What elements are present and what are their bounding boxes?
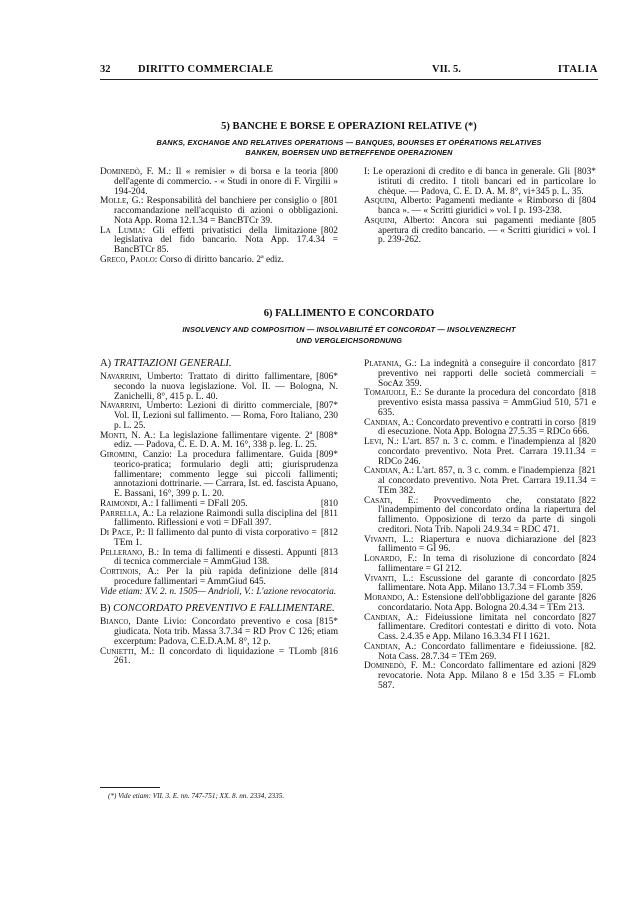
entry-author: La Lumia: — [100, 225, 146, 236]
list-item — [100, 510, 340, 530]
entry-ref: [820 — [578, 437, 596, 447]
entry-ref: [824 — [578, 554, 596, 564]
entry-ref: [816 — [320, 646, 338, 657]
entry-text: Vide etiam: XV. 2. n. 1505— Andrioli, V.: L'azione revocatoria. — [100, 586, 337, 597]
list-item — [364, 168, 598, 197]
entry-author: Bianco, — [100, 617, 131, 628]
entry-author: Giromini, — [100, 450, 138, 460]
list-item — [364, 497, 598, 536]
entry-author: Levi, — [364, 437, 384, 447]
entry-text: Il « remisier » di borsa e la teoria dell'agente di commercio. - « Studi in onore di F. Virgilii » 194-204. — [114, 167, 338, 197]
entry-author: Dominedò, — [364, 661, 407, 672]
entry-author: Candian, — [364, 612, 401, 623]
list-item — [364, 217, 598, 246]
list-item — [100, 648, 340, 668]
list-item — [364, 438, 598, 467]
list-item — [364, 536, 598, 556]
entry-ref: [822 — [578, 495, 596, 506]
entry-ref: [803* — [574, 167, 596, 177]
list-item — [364, 467, 598, 496]
entry-ref: [801 — [320, 196, 338, 207]
entry-ref: [814 — [320, 567, 338, 577]
entry-ref: [800 — [320, 167, 338, 177]
list-item — [364, 643, 598, 663]
list-item — [100, 432, 340, 452]
entry-text: A.: La relazione Raimondi sulla disciplina del fallimento. Riflessioni e voti = DFall 397. — [114, 508, 318, 529]
entry-author: Tomaiuoli, — [364, 388, 408, 399]
entry-ref: [809* — [316, 450, 338, 460]
entry-text: E.: Se durante la procedura del concordato preventivo esista massa passiva = AmmGiud 510, 571 e 635. — [378, 388, 596, 418]
list-item — [364, 555, 598, 575]
entry-text: Canzio: La procedura fallimentare. Guida teorico-pratica; formulario degli atti; giurisprudenza fallimentare; commento legge sui piccoli fallimenti; annotazioni dottrinarie. — Carrara, Ist. ed. fascista Apuano, E. Bassani, 16°, 399 p. L. 20. — [114, 450, 338, 499]
entry-author: Cunietti, — [100, 646, 137, 657]
entry-ref: [821 — [578, 466, 596, 477]
footnote: (*) Vide etiam: VII. 3. E. nn. 747-751; XX. 8. nn. 2334, 2335. — [108, 792, 285, 800]
entry-ref: [823 — [578, 534, 596, 545]
entry-author: Candian, — [364, 641, 401, 652]
entry-ref: [808* — [316, 430, 338, 441]
entry-text: E.: Provvedimento che, constatato l'inadempimento del concordato ordina la riapertura del fallimento. Opposizione di terzo da parte di singoli creditori. Nota Trib. Napoli 24.9.34 = RDC 471. — [378, 495, 596, 535]
country: ITALIA — [557, 64, 598, 75]
entry-author: Candian, — [364, 417, 401, 428]
entry-text: A.: Per la più rapida definizione delle procedure fallimentari = AmmGiud 645. — [114, 567, 317, 587]
entry-ref: [82. — [581, 641, 596, 652]
entry-ref: [829 — [578, 661, 596, 672]
list-item — [100, 451, 340, 500]
entry-text: Gli effetti privatistici della limitazione legislativa del fido bancario. Nota App. 17.4.34 = BancBTCr 85. — [114, 225, 338, 255]
list-item — [100, 618, 340, 647]
entry-text: A.: Concordato preventivo e contratti in corso di esecuzione. Nota App. Bologna 27.5.35 = RDCo 666. — [378, 417, 590, 438]
entry-ref: [825 — [578, 573, 596, 584]
entry-text: N. A.: La legislazione fallimentare vigente. 2ª ediz. — Padova, C. E. D. A. M. 16°, 338 p. leg. L. 25. — [114, 430, 317, 451]
entry-author: Cortinois, — [100, 567, 141, 577]
section-5-right-column — [364, 168, 598, 246]
subsection-b-title: CONCORDATO PREVENTIVO E FALLIMENTARE. — [113, 603, 335, 615]
entry-ref: [813 — [320, 547, 338, 558]
entry-text: Dante Livio: Concordato preventivo e cosa giudicata. Nota trib. Massa 3.7.34 = RD Prov C 126; etiam excerptum: Padova, C.E.D.A.M. 8°, 12 p. — [114, 617, 338, 647]
entry-ref: [802 — [320, 225, 338, 236]
list-item — [364, 389, 598, 418]
vide-etiam-note — [100, 588, 340, 598]
section-6-right-column — [364, 360, 598, 692]
section-6-left-column — [100, 357, 340, 667]
list-item — [100, 402, 340, 431]
subsection-a-title: TRATTAZIONI GENERALI. — [113, 358, 232, 369]
entry-ref: [804 — [578, 196, 596, 207]
entry-ref: [817 — [578, 359, 596, 369]
entry-author: Asquini, — [364, 215, 397, 226]
list-item — [100, 568, 340, 588]
section-6-title: 6) FALLIMENTO E CONCORDATO — [263, 308, 435, 319]
list-item — [364, 419, 598, 439]
list-item — [364, 662, 598, 691]
list-item — [100, 168, 340, 197]
entry-author: Vivanti, — [364, 573, 397, 584]
entry-text: L.: Escussione del garante di concordato fallimentare. Nota App. Milano 13.7.34 = FLomb 359. — [378, 573, 583, 594]
entry-author: Candian, — [364, 466, 401, 477]
section-5-left-column — [100, 168, 340, 266]
entry-text: I: Le operazioni di credito e di banca in generale. Gli istituti di credito. I titoli bancari ed in particolare lo chèque. — Padova, C. E. D. A. M. 8°, vi+345 p. L. 35. — [364, 167, 596, 197]
page-number: 32 — [100, 64, 111, 75]
list-item — [100, 197, 340, 226]
entry-text: Responsabilità del banchiere per consiglio o raccomandazione nell'acquisto di azioni o obbligazioni. Nota App. Roma 12.1.34 = BancBTCr 39. — [114, 196, 338, 226]
entry-ref: [807* — [316, 401, 338, 412]
entry-ref: [805 — [578, 215, 596, 226]
running-header — [100, 64, 598, 78]
entry-author: Greco, Paolo: — [100, 254, 158, 265]
list-item — [100, 549, 340, 569]
entry-author: Navarrini, — [100, 401, 142, 412]
list-item — [364, 197, 598, 217]
section-code: VII. 5. — [432, 64, 461, 75]
footnote-rule — [100, 787, 160, 788]
entry-ref: [818 — [578, 388, 596, 399]
journal-title: DIRITTO COMMERCIALE — [138, 64, 274, 75]
entry-ref: [826 — [578, 593, 596, 603]
header-rule — [100, 79, 598, 80]
list-item — [100, 373, 340, 402]
entry-text: A.: Estensione dell'obbligazione del garante concordatario. Nota App. Bologna 20.4.34 = TEm 213. — [378, 593, 585, 613]
entry-author: Platania, — [364, 359, 402, 369]
section-6-subtitle-2: UND VERGLEICHSORDNUNG — [295, 336, 403, 345]
entry-ref: [827 — [578, 612, 596, 623]
entry-author: Parrella, — [100, 508, 140, 519]
entry-text: Alberto: Pagamenti mediante « Rimborso di banca ». — « Scritti giuridici » vol. I p. 193-238. — [378, 196, 575, 216]
entry-author: Asquini, — [364, 196, 397, 207]
list-item — [364, 360, 598, 389]
entry-ref: [811 — [321, 508, 338, 519]
entry-text: L.: Riapertura e nuova dichiarazione del fallimento = GI 96. — [378, 534, 575, 555]
entry-ref: [819 — [578, 417, 596, 428]
list-item — [364, 614, 598, 643]
subsection-b-heading — [100, 602, 340, 615]
section-5-subtitle-2: BANKEN, BOERSEN UND BETREFFENDE OPERAZIONEN — [245, 148, 453, 157]
entry-text: M.: Il concordato di liquidazione = TLomb 261. — [114, 646, 317, 667]
list-item — [364, 575, 598, 595]
entry-text: A.: L'art. 857, n. 3 c. comm. e l'inadempienza al concordato preventivo. Nota Pret. Carrara 19.11.34 = TEm 382. — [378, 466, 596, 496]
subsection-a-heading — [100, 357, 340, 370]
entry-ref: [815* — [316, 617, 338, 628]
entry-ref: [806* — [316, 372, 338, 382]
entry-text: N.: L'art. 857 n. 3 c. comm. e l'inadempienza al concordato preventivo. Nota Pret. Carrara 19.11.34 = RDCo 246. — [378, 437, 596, 467]
entry-text: A.: Concordato fallimentare e fideiussione. Nota Cass. 28.7.34 = TEm 269. — [378, 641, 578, 662]
entry-author: Morando, — [364, 593, 405, 603]
entry-text: B.: In tema di fallimenti e dissesti. Appunti di tecnica commerciale = AmmGiud 138. — [114, 547, 317, 568]
section-5-subtitle-1: BANKS, EXCHANGE AND RELATIVES OPERATIONS — BANQUES, BOURSES ET OPÉRATIONS RELATIVES — [156, 138, 542, 147]
entry-text: Alberto: Ancora sui pagamenti mediante apertura di credito bancario. — « Scritti giuridici » vol. I p. 239-262. — [378, 215, 596, 246]
entry-ref: [812 — [320, 528, 338, 538]
entry-author: Pellerano, — [100, 547, 145, 558]
entry-author: Monti, — [100, 430, 128, 441]
entry-text: Umberto: Lezioni di diritto commerciale, Vol. II, Lezioni sul fallimento. — Roma, Foro Italiano, 230 p. L. 25. — [114, 401, 338, 431]
entry-author: Molle, G.: — [100, 196, 144, 207]
entry-text: Corso di diritto bancario. 2ª ediz. — [157, 254, 284, 265]
entry-author: Vivanti, — [364, 534, 397, 545]
entry-ref: [810 — [320, 498, 338, 509]
list-item — [364, 594, 598, 614]
section-6-subtitle-1: INSOLVENCY AND COMPOSITION — INSOLVABILITÉ ET CONCORDAT — INSOLVENZRECHT — [182, 325, 516, 334]
subsection-b-letter: B) — [100, 603, 111, 615]
section-5-title: 5) BANCHE E BORSE E OPERAZIONI RELATIVE (*) — [221, 121, 477, 132]
entry-text: A.: Fideiussione limitata nel concordato fallimentare. Creditori contestati e diritto di voto. Nota Cass. 2.4.35 e App. Milano 16.3.34 FI I 1621. — [378, 612, 596, 642]
entry-author: Di Pace, — [100, 528, 134, 538]
entry-text: F.: In tema di risoluzione di concordato fallimentare = GI 212. — [378, 554, 575, 574]
entry-author: Raimondi, — [100, 498, 140, 509]
list-item — [100, 529, 340, 549]
list-item — [100, 256, 340, 266]
entry-text: A.: I fallimenti = DFall 205. — [139, 498, 248, 509]
entry-author: Lonardo, — [364, 554, 403, 564]
entry-author: Navarrini, — [100, 372, 142, 382]
entry-author: Dominedò, F. M.: — [100, 167, 172, 177]
entry-text: P.: Il fallimento dal punto di vista corporativo = TEm 1. — [114, 528, 317, 548]
entry-text: G.: La indegnità a conseguire il concordato preventivo nei rapporti delle società commerciali = SocAz 359. — [378, 359, 596, 389]
list-item — [100, 227, 340, 256]
entry-text: F. M.: Concordato fallimentare ed azioni revocatorie. Nota App. Milano 8 e 15d 3.35 = FLomb 587. — [378, 661, 596, 691]
entry-author: Casati, — [364, 495, 393, 506]
entry-text: Umberto: Trattato di diritto fallimentare, secondo la nuova legislazione. Vol. II. — Bologna, N. Zanichelli, 8°, 415 p. L. 40. — [114, 372, 338, 402]
subsection-a-letter: A) — [100, 358, 112, 369]
